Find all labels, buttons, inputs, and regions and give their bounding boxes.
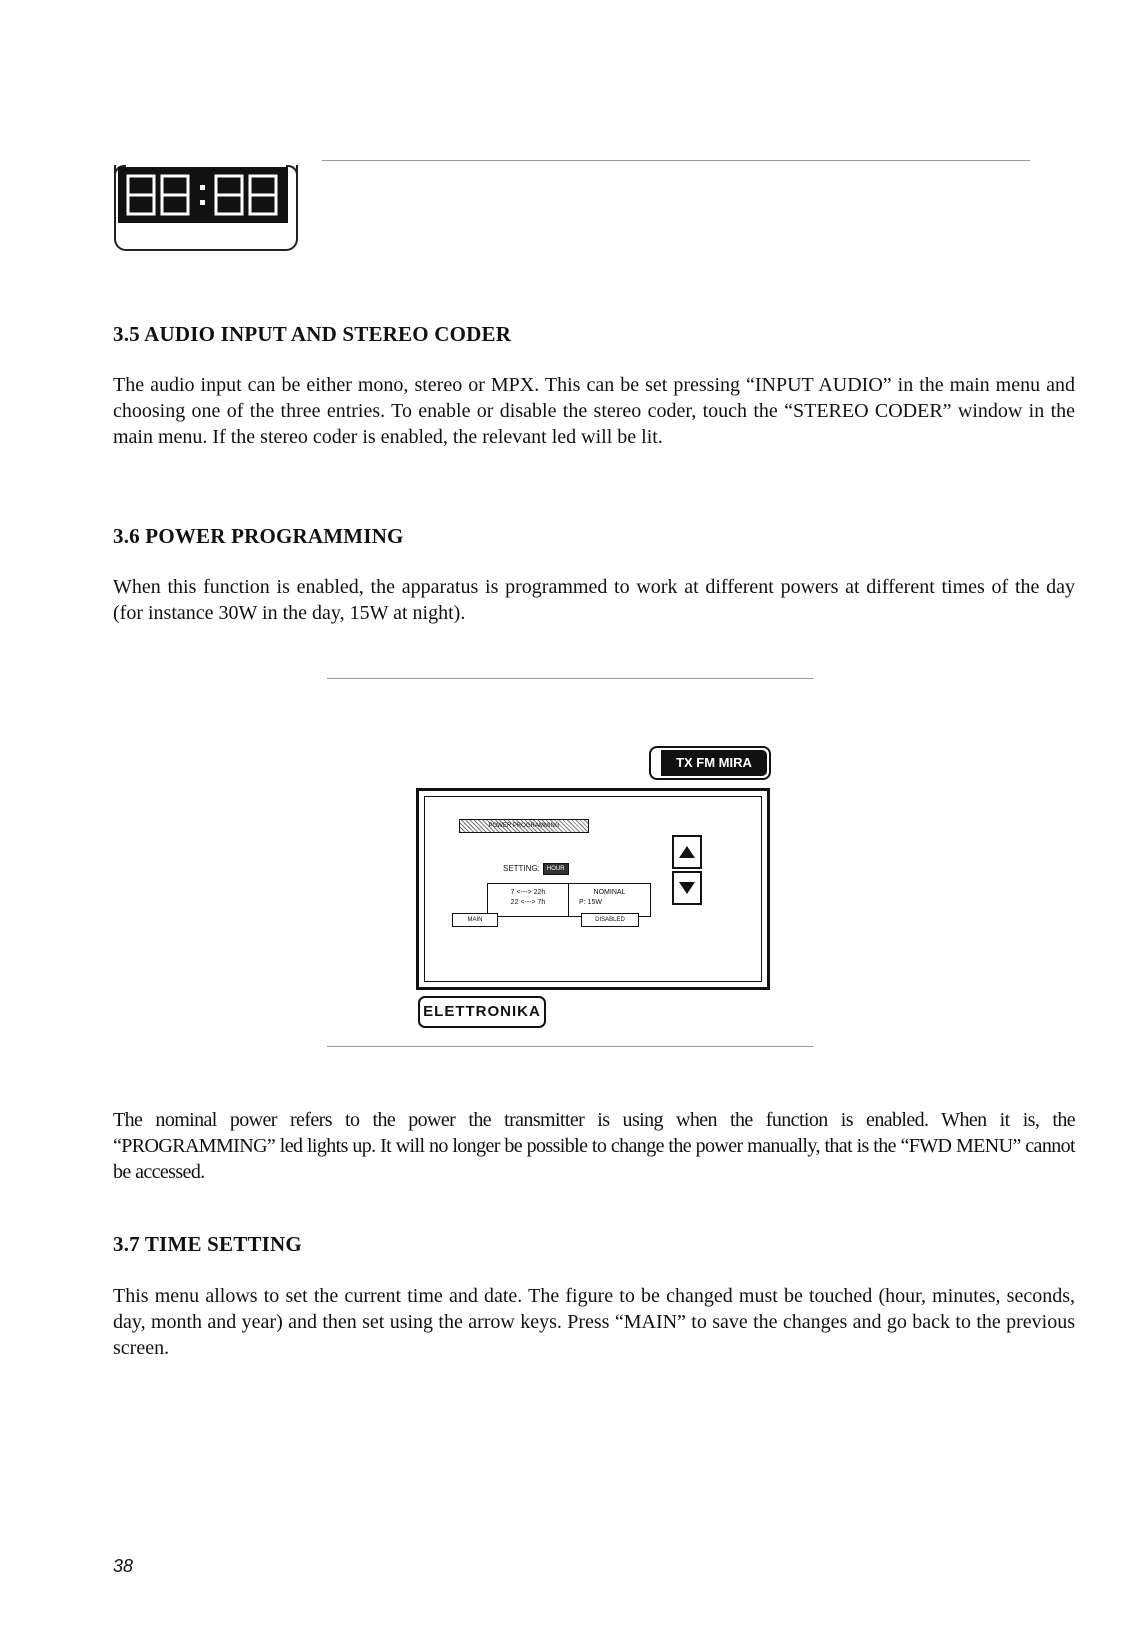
figure-top-rule	[327, 678, 813, 679]
schedule-table	[487, 883, 651, 917]
arrow-up-button[interactable]	[672, 835, 702, 869]
header-rule	[322, 160, 1030, 161]
figure-bottom-rule	[327, 1046, 813, 1047]
tx-badge-label: TX FM MIRA	[661, 750, 767, 776]
schedule-times	[488, 884, 569, 916]
clock-display-icon	[118, 167, 288, 223]
schedule-row[interactable]: 22 <---> 7h	[510, 899, 546, 906]
nominal-power	[569, 884, 650, 916]
nominal-power-paragraph: The nominal power refers to the power the transmitter is using when the function is enabled. When it is, the “PROGRAMMING” led lights up. It will no longer be possible to change the power manually, that is the “FWD MENU” cannot be accessed.	[113, 1109, 1075, 1183]
power-value[interactable]: P: 15W	[579, 899, 602, 906]
elettronika-logo: ELETTRONIKA	[418, 996, 546, 1028]
time-paragraph: This menu allows to set the current time and date. The figure to be changed must be touched (hour, minutes, seconds, day, month and year) and then set using the arrow keys. Press “MAIN” to save the changes and go back to the previous screen.	[113, 1285, 1075, 1359]
audio-paragraph: The audio input can be either mono, stereo or MPX. This can be set pressing “INPUT AUDIO” in the main menu and choosing one of the three entries. To enable or disable the stereo coder, touch the “STEREO CODER” window in the main menu. If the stereo coder is enabled, the relevant led will be lit.	[113, 374, 1075, 448]
disabled-button[interactable]: DISABLED	[581, 913, 639, 927]
section-heading-power: 3.6 POWER PROGRAMMING	[113, 524, 404, 548]
main-button[interactable]: MAIN	[452, 913, 498, 927]
power-paragraph: When this function is enabled, the apparatus is programmed to work at different powers at different times of the day (for instance 30W in the day, 15W at night).	[113, 576, 1075, 624]
setting-row	[503, 863, 569, 875]
page-number: 38	[113, 1556, 134, 1576]
device-screen	[416, 788, 770, 990]
tx-badge	[649, 746, 771, 780]
section-heading-audio: 3.5 AUDIO INPUT AND STEREO CODER	[113, 322, 512, 346]
arrow-down-button[interactable]	[672, 871, 702, 905]
section-heading-time: 3.7 TIME SETTING	[113, 1232, 302, 1256]
schedule-row[interactable]: 7 <---> 22h	[510, 889, 546, 896]
arrow-up-icon	[679, 846, 695, 858]
setting-label: SETTING:	[503, 864, 540, 873]
screen-title: POWER PROGRAMMING	[459, 819, 589, 833]
setting-value[interactable]: HOUR	[543, 863, 569, 875]
nominal-label: NOMINAL	[593, 889, 626, 896]
device-screen-inner	[424, 796, 762, 982]
arrow-down-icon	[679, 882, 695, 894]
